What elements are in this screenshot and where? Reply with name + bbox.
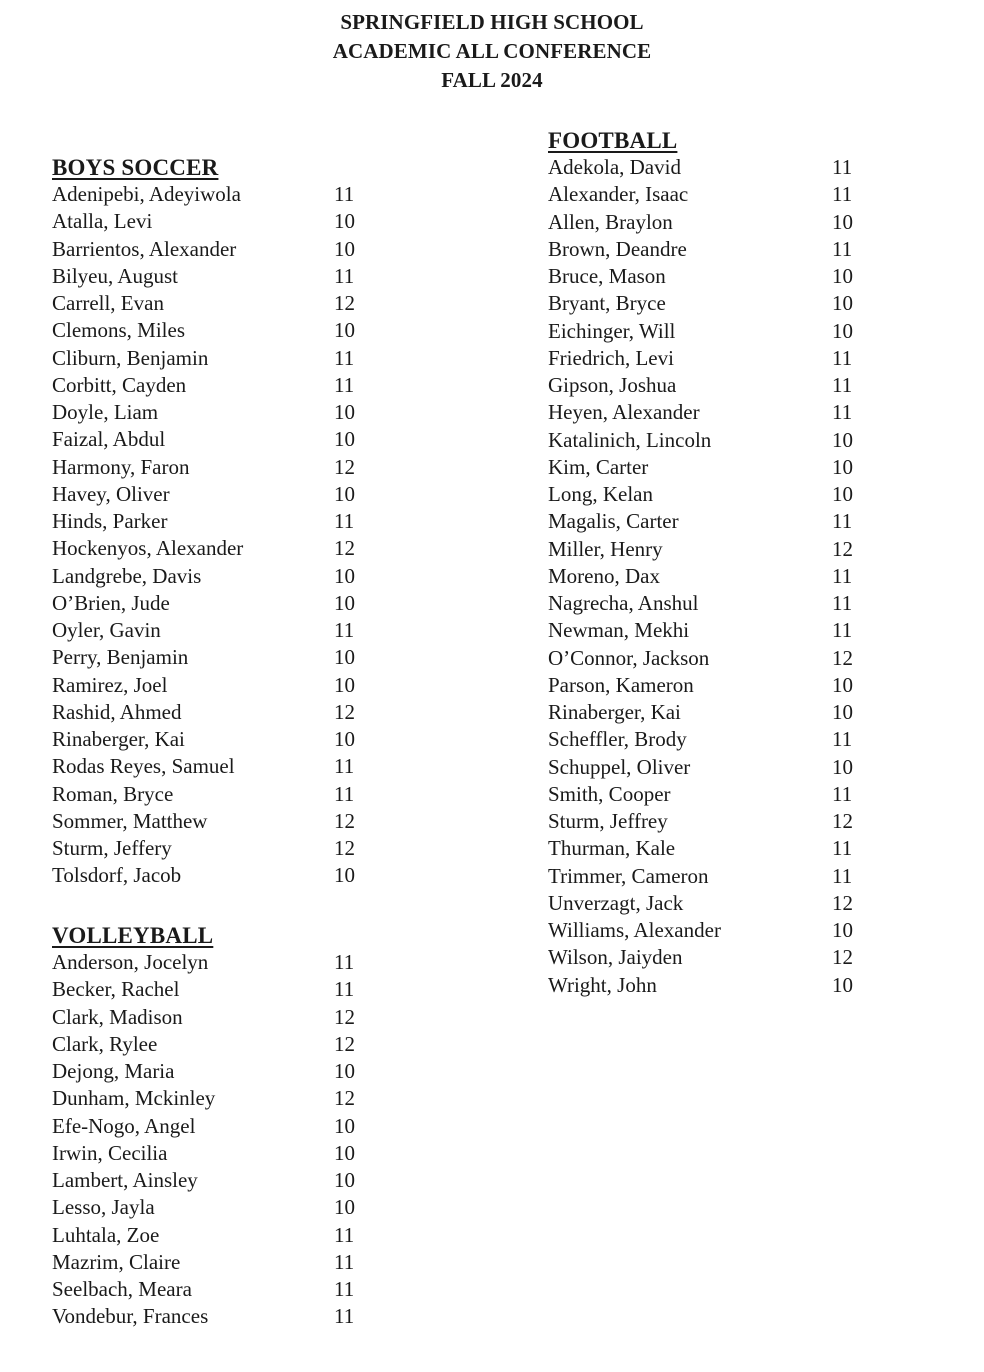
- football-section: [548, 127, 853, 999]
- player-grade: 10: [334, 318, 355, 343]
- player-grade: 12: [832, 945, 853, 970]
- roster-row: [52, 699, 355, 726]
- player-name: Hinds, Parker: [52, 509, 168, 533]
- player-name: Adekola, David: [548, 155, 681, 179]
- roster-row: [548, 672, 853, 699]
- roster-row: [548, 399, 853, 426]
- player-grade: 12: [832, 645, 853, 670]
- roster-row: [52, 263, 355, 290]
- player-grade: 11: [334, 263, 355, 288]
- player-name: Corbitt, Cayden: [52, 372, 187, 397]
- player-grade: 10: [832, 754, 853, 779]
- player-name: Wright, John: [548, 972, 657, 997]
- roster-row: [52, 590, 355, 617]
- player-name: Vondebur, Frances: [52, 1304, 209, 1329]
- player-grade: 11: [334, 1277, 355, 1301]
- roster-row: [52, 236, 355, 263]
- player-name: Barrientos, Alexander: [52, 236, 237, 261]
- roster-row: [52, 672, 355, 699]
- player-name: Luhtala, Zoe: [52, 1222, 160, 1247]
- roster-row: [52, 317, 355, 344]
- player-name: Rinaberger, Kai: [52, 727, 185, 751]
- roster-row: [548, 536, 853, 563]
- player-name: Faizal, Abdul: [52, 427, 166, 452]
- document-header: [0, 8, 984, 95]
- roster-row: [548, 209, 853, 236]
- player-grade: 11: [334, 372, 355, 397]
- player-grade: 10: [334, 672, 355, 697]
- roster-row: [52, 617, 355, 644]
- player-name: O’Connor, Jackson: [548, 645, 710, 670]
- player-name: Long, Kelan: [548, 482, 653, 506]
- roster-row: [52, 290, 355, 317]
- player-grade: 10: [832, 318, 853, 343]
- player-grade: 11: [832, 618, 853, 643]
- player-name: Harmony, Faron: [52, 454, 190, 479]
- player-grade: 11: [832, 182, 853, 207]
- roster-row: [52, 426, 355, 453]
- player-name: Newman, Mekhi: [548, 618, 690, 643]
- player-grade: 10: [334, 863, 355, 888]
- player-grade: 11: [832, 781, 853, 806]
- roster-row: [52, 181, 355, 208]
- player-name: Clemons, Miles: [52, 318, 186, 343]
- roster-row: [52, 454, 355, 481]
- player-name: Atalla, Levi: [52, 209, 153, 234]
- player-grade: 12: [334, 808, 355, 833]
- player-grade: 11: [334, 950, 355, 974]
- roster-row: [52, 508, 355, 535]
- roster-row: [52, 781, 355, 808]
- roster-row: [548, 972, 853, 999]
- roster-row: [52, 1222, 355, 1249]
- player-name: Katalinich, Lincoln: [548, 427, 712, 452]
- player-grade: 12: [832, 809, 853, 833]
- player-grade: 11: [832, 373, 853, 397]
- roster-row: [548, 454, 853, 481]
- player-name: Mazrim, Claire: [52, 1249, 181, 1274]
- player-grade: 10: [832, 700, 853, 724]
- roster-row: [52, 481, 355, 508]
- player-name: Lesso, Jayla: [52, 1195, 155, 1220]
- player-name: Brown, Deandre: [548, 236, 687, 261]
- player-name: Doyle, Liam: [52, 400, 159, 424]
- player-name: Sturm, Jeffery: [52, 836, 172, 860]
- roster-row: [548, 590, 853, 617]
- roster-row: [52, 1031, 355, 1058]
- football-title: FOOTBALL: [548, 128, 678, 153]
- roster-row: [52, 1058, 355, 1085]
- roster-row: [548, 263, 853, 290]
- player-grade: 11: [832, 591, 853, 615]
- roster-row: [52, 1140, 355, 1167]
- roster-row: [548, 154, 853, 181]
- player-name: Gipson, Joshua: [548, 373, 677, 397]
- player-name: Havey, Oliver: [52, 481, 170, 506]
- player-name: Sommer, Matthew: [52, 808, 208, 833]
- player-grade: 10: [334, 481, 355, 506]
- player-grade: 11: [832, 509, 853, 534]
- roster-row: [52, 644, 355, 671]
- player-name: Unverzagt, Jack: [548, 890, 684, 915]
- player-name: Kim, Carter: [548, 454, 649, 479]
- player-grade: 12: [832, 536, 853, 561]
- player-name: Dunham, Mckinley: [52, 1086, 216, 1111]
- player-name: Alexander, Isaac: [548, 182, 689, 207]
- player-name: Lambert, Ainsley: [52, 1168, 198, 1192]
- player-grade: 11: [832, 563, 853, 588]
- player-name: Seelbach, Meara: [52, 1277, 192, 1301]
- roster-row: [548, 290, 853, 317]
- player-name: Heyen, Alexander: [548, 400, 700, 425]
- roster-row: [52, 563, 355, 590]
- player-grade: 11: [334, 1304, 355, 1329]
- boys-soccer-title: BOYS SOCCER: [52, 155, 219, 180]
- player-grade: 11: [832, 236, 853, 261]
- player-name: Anderson, Jocelyn: [52, 950, 209, 974]
- roster-row: [548, 699, 853, 726]
- roster-row: [52, 372, 355, 399]
- roster-row: [548, 181, 853, 208]
- player-name: Trimmer, Cameron: [548, 863, 709, 888]
- player-grade: 11: [832, 155, 853, 179]
- player-grade: 10: [832, 427, 853, 452]
- award-title: ACADEMIC ALL CONFERENCE: [332, 39, 652, 63]
- player-name: Rashid, Ahmed: [52, 699, 182, 724]
- player-grade: 12: [334, 1031, 355, 1056]
- player-name: Thurman, Kale: [548, 836, 676, 861]
- player-grade: 10: [334, 400, 355, 424]
- player-grade: 12: [334, 454, 355, 479]
- player-name: Smith, Cooper: [548, 781, 671, 806]
- roster-row: [548, 318, 853, 345]
- roster-row: [52, 949, 355, 976]
- player-grade: 11: [334, 781, 355, 806]
- player-grade: 10: [832, 454, 853, 479]
- player-grade: 10: [832, 482, 853, 506]
- player-grade: 10: [334, 1113, 355, 1138]
- player-name: Ramirez, Joel: [52, 672, 168, 697]
- roster-row: [52, 345, 355, 372]
- roster-row: [548, 863, 853, 890]
- player-grade: 11: [334, 1222, 355, 1247]
- player-grade: 10: [334, 590, 355, 615]
- player-name: Rodas Reyes, Samuel: [52, 754, 235, 779]
- player-name: Sturm, Jeffrey: [548, 809, 668, 833]
- player-grade: 10: [832, 209, 853, 234]
- football-roster: [548, 154, 853, 999]
- roster-row: [52, 1004, 355, 1031]
- player-grade: 12: [334, 1004, 355, 1029]
- roster-row: [52, 726, 355, 753]
- player-name: Efe-Nogo, Angel: [52, 1113, 196, 1138]
- roster-row: [52, 1194, 355, 1221]
- roster-row: [548, 617, 853, 644]
- player-name: Hockenyos, Alexander: [52, 536, 244, 561]
- school-name: SPRINGFIELD HIGH SCHOOL: [340, 10, 644, 34]
- volleyball-section: [52, 922, 355, 1331]
- player-name: Cliburn, Benjamin: [52, 345, 209, 370]
- player-name: Friedrich, Levi: [548, 345, 674, 370]
- player-name: Dejong, Maria: [52, 1059, 175, 1083]
- roster-row: [52, 1113, 355, 1140]
- roster-row: [52, 535, 355, 562]
- roster-row: [52, 1085, 355, 1112]
- player-grade: 11: [334, 618, 355, 642]
- term-label: FALL 2024: [441, 68, 543, 92]
- player-grade: 10: [334, 645, 355, 670]
- roster-row: [548, 835, 853, 862]
- roster-row: [548, 944, 853, 971]
- player-grade: 11: [832, 400, 853, 425]
- roster-row: [548, 427, 853, 454]
- player-grade: 10: [334, 1140, 355, 1165]
- roster-row: [548, 236, 853, 263]
- player-name: Eichinger, Will: [548, 318, 676, 343]
- player-name: Becker, Rachel: [52, 977, 180, 1002]
- player-grade: 11: [832, 863, 853, 888]
- roster-row: [52, 399, 355, 426]
- roster-row: [548, 808, 853, 835]
- player-grade: 11: [832, 836, 853, 861]
- player-name: Moreno, Dax: [548, 563, 660, 588]
- player-name: O’Brien, Jude: [52, 590, 170, 615]
- player-name: Bilyeu, August: [52, 263, 179, 288]
- roster-row: [52, 753, 355, 780]
- player-grade: 10: [334, 1195, 355, 1220]
- player-grade: 11: [334, 509, 355, 533]
- player-name: Clark, Madison: [52, 1004, 183, 1029]
- roster-row: [548, 372, 853, 399]
- roster-row: [52, 1303, 355, 1330]
- roster-row: [548, 481, 853, 508]
- player-name: Schuppel, Oliver: [548, 754, 691, 779]
- player-grade: 12: [334, 836, 355, 860]
- player-name: Williams, Alexander: [548, 918, 721, 942]
- player-name: Bruce, Mason: [548, 264, 666, 288]
- player-grade: 10: [832, 264, 853, 288]
- player-grade: 11: [832, 345, 853, 370]
- player-name: Miller, Henry: [548, 536, 663, 561]
- player-name: Carrell, Evan: [52, 291, 164, 315]
- player-grade: 12: [334, 536, 355, 561]
- roster-row: [52, 835, 355, 862]
- player-name: Rinaberger, Kai: [548, 700, 681, 724]
- roster-row: [548, 890, 853, 917]
- player-grade: 10: [334, 563, 355, 588]
- player-grade: 10: [334, 427, 355, 452]
- roster-row: [52, 1276, 355, 1303]
- roster-row: [548, 781, 853, 808]
- player-grade: 12: [334, 1086, 355, 1111]
- player-name: Oyler, Gavin: [52, 618, 161, 642]
- player-name: Parson, Kameron: [548, 672, 694, 697]
- player-grade: 10: [334, 236, 355, 261]
- roster-row: [52, 808, 355, 835]
- roster-row: [548, 917, 853, 944]
- roster-row: [548, 754, 853, 781]
- player-name: Roman, Bryce: [52, 781, 174, 806]
- boys-soccer-roster: [52, 181, 355, 890]
- roster-row: [548, 508, 853, 535]
- player-grade: 11: [334, 977, 355, 1002]
- player-name: Allen, Braylon: [548, 209, 673, 234]
- player-name: Magalis, Carter: [548, 509, 679, 534]
- roster-row: [52, 208, 355, 235]
- player-name: Adenipebi, Adeyiwola: [52, 182, 241, 206]
- player-grade: 12: [832, 890, 853, 915]
- player-grade: 10: [832, 972, 853, 997]
- player-grade: 11: [832, 727, 853, 752]
- player-grade: 11: [334, 345, 355, 370]
- player-grade: 11: [334, 182, 355, 206]
- volleyball-roster: [52, 949, 355, 1331]
- player-grade: 10: [832, 291, 853, 316]
- player-grade: 12: [334, 291, 355, 315]
- volleyball-title: VOLLEYBALL: [52, 923, 214, 948]
- player-grade: 10: [334, 1168, 355, 1192]
- player-name: Bryant, Bryce: [548, 291, 666, 316]
- player-name: Perry, Benjamin: [52, 645, 189, 670]
- player-name: Landgrebe, Davis: [52, 563, 202, 588]
- player-name: Clark, Rylee: [52, 1031, 158, 1056]
- roster-row: [52, 1167, 355, 1194]
- roster-row: [548, 726, 853, 753]
- player-grade: 10: [832, 918, 853, 942]
- roster-row: [52, 862, 355, 889]
- roster-row: [548, 563, 853, 590]
- roster-row: [52, 1249, 355, 1276]
- player-name: Irwin, Cecilia: [52, 1140, 168, 1165]
- player-grade: 12: [334, 699, 355, 724]
- player-name: Wilson, Jaiyden: [548, 945, 683, 970]
- player-grade: 10: [832, 672, 853, 697]
- roster-row: [548, 345, 853, 372]
- roster-row: [548, 645, 853, 672]
- player-grade: 10: [334, 1059, 355, 1083]
- boys-soccer-section: [52, 154, 355, 890]
- player-name: Tolsdorf, Jacob: [52, 863, 182, 888]
- player-name: Scheffler, Brody: [548, 727, 687, 752]
- player-grade: 11: [334, 754, 355, 779]
- player-grade: 11: [334, 1249, 355, 1274]
- player-name: Nagrecha, Anshul: [548, 591, 699, 615]
- player-grade: 10: [334, 727, 355, 751]
- roster-row: [52, 976, 355, 1003]
- player-grade: 10: [334, 209, 355, 234]
